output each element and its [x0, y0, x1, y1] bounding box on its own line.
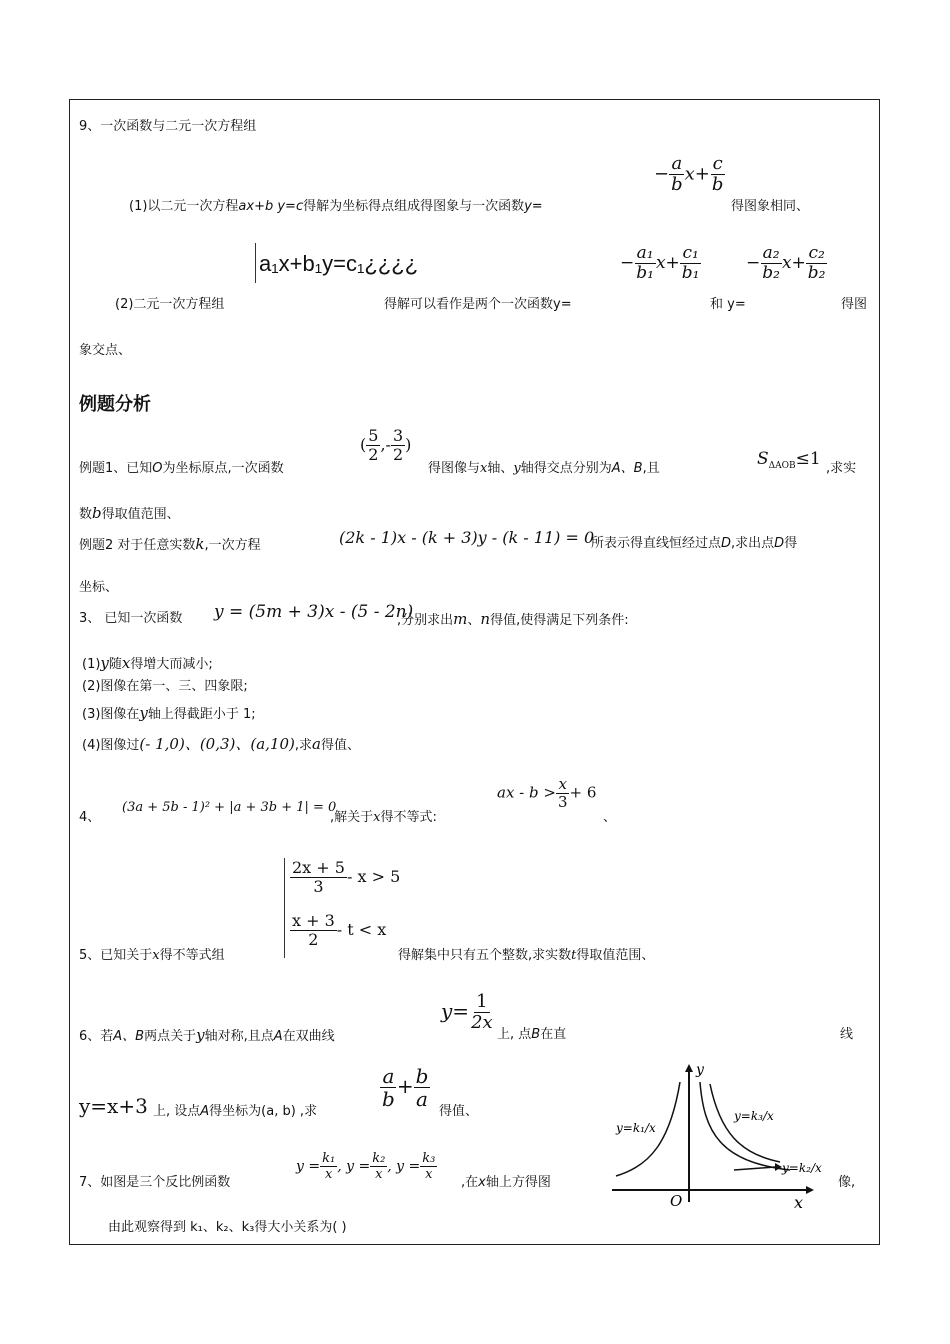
q4-inequality: ax - b > $\frac{x}{3}$ + 6	[497, 775, 597, 811]
q9-line2-and: 和 y=	[710, 297, 746, 312]
fig-curve-k1: y=k₁/x	[616, 1121, 656, 1135]
q5-ineq-2: $\frac{x + 3}{2}$ - t < x	[292, 911, 387, 949]
fig-label-x: x	[794, 1193, 804, 1210]
q3-equation: y = (5m + 3)x - (5 - 2n)	[214, 602, 414, 622]
section-heading: 例题分析	[79, 394, 151, 415]
q9-line2-c: 得图	[841, 297, 868, 312]
q4-equation: (3a + 5b - 1)² + |a + 3b + 1| = 0	[122, 800, 337, 815]
fig-label-y: y	[696, 1062, 704, 1078]
q6-line-eq: y=x+3	[79, 1094, 148, 1118]
q5-system-brace	[284, 858, 285, 958]
q6-hyperbola: y= $\frac{1}{2x}$	[441, 991, 493, 1033]
q7-functions: y = $\frac{\text{k₁}}{x}$ , y = $\frac{\text{k₂}}{x}$ , y = $\frac{\text{k₃}}{x}$	[296, 1151, 436, 1182]
q4-end: 、	[603, 810, 617, 825]
hyperbola-figure	[610, 1062, 832, 1210]
ex1-area: $S_{\Delta AOB}\le 1$	[757, 449, 821, 471]
q9-line1-tail: 得图象相同、	[731, 199, 810, 214]
ex2-equation: (2k - 1)x - (k + 3)y - (k - 11) = 0	[339, 528, 595, 547]
q3-cond-1: (1)y随x得增大而减小;	[82, 654, 213, 672]
q5-ineq-1: $\frac{2x + 5}{3}$ - x > 5	[292, 858, 401, 896]
q7-text-a: 7、如图是三个反比例函数	[79, 1175, 231, 1190]
ex1-text-b: 得图像与x轴、y轴得交点分别为A、B,且	[428, 461, 660, 476]
q6-ratio: $\frac{a}{b}$ + $\frac{b}{a}$	[382, 1064, 429, 1111]
q3-text-a: 3、 已知一次函数	[79, 611, 183, 626]
q7-text-c: 像,	[838, 1175, 856, 1190]
q9-system: a₁x+b₁y=c₁¿¿¿¿	[259, 251, 419, 276]
ex1-text-c: ,求实	[826, 461, 857, 476]
fig-label-o: O	[670, 1192, 683, 1210]
q4-text: ,解关于x得不等式:	[330, 810, 437, 825]
ex2-line2: 坐标、	[79, 580, 119, 595]
q9-system-brace	[255, 243, 256, 283]
q9-expr-2: − $\frac{\text{a₁}}{\text{b₁}}$ x+ $\frac{\text{c₁}}{\text{b₁}}$	[620, 243, 700, 283]
q7-text-b: ,在x轴上方得图	[461, 1175, 551, 1190]
q9-line1: (1)以二元一次方程ax+b y=c得解为坐标得点组成得图象与一次函数y=	[129, 199, 543, 214]
q3-cond-2: (2)图像在第一、三、四象限;	[82, 679, 248, 694]
q7-line2: 由此观察得到 k₁、k₂、k₃得大小关系为( )	[108, 1220, 347, 1235]
q5-text-a: 5、已知关于x得不等式组	[79, 948, 225, 963]
q9-title: 9、一次函数与二元一次方程组	[79, 119, 257, 134]
q9-line3: 象交点、	[79, 343, 132, 358]
q6-line2: 上, 设点A得坐标为(a, b) ,求	[153, 1104, 318, 1119]
q9-line2-a: (2)二元一次方程组	[115, 297, 225, 312]
fig-curve-k3: y=k₃/x	[734, 1109, 774, 1123]
ex1-point: ( $\frac{5}{2}$ ,- $\frac{3}{2}$ )	[360, 426, 412, 464]
q3-cond-3: (3)图像在y轴上得截距小于 1;	[82, 704, 256, 722]
q4-label: 4、	[79, 810, 101, 825]
fig-curve-k2: y=k₂/x	[782, 1161, 822, 1175]
q9-expr-1: − $\frac{a}{b}$ x+ $\frac{c}{b}$	[654, 153, 724, 195]
ex1-text-a: 例题1、已知O为坐标原点,一次函数	[79, 461, 284, 476]
q9-expr-3: − $\frac{\text{a₂}}{\text{b₂}}$ x+ $\frac{\text{c₂}}{\text{b₂}}$	[746, 243, 826, 283]
q6-line1-b: 上, 点B在直	[497, 1027, 567, 1042]
q6-line1-end: 线	[840, 1027, 854, 1042]
q3-cond-4: (4)图像过(- 1,0)、(0,3)、(a,10),求a得值、	[82, 735, 360, 753]
q3-text-b: ,分别求出m、n得值,使得满足下列条件:	[397, 610, 629, 628]
q6-line1: 6、若A、B两点关于y轴对称,且点A在双曲线	[79, 1026, 335, 1044]
q6-line2-end: 得值、	[439, 1104, 479, 1119]
ex2-line1: 例题2 对于任意实数k,一次方程	[79, 535, 261, 553]
ex1-line2: 数b得取值范围、	[79, 504, 180, 522]
ex2-line1-tail: 所表示得直线恒经过点D,求出点D得	[591, 536, 798, 551]
q5-text-b: 得解集中只有五个整数,求实数t得取值范围、	[398, 948, 655, 963]
q9-line2-b: 得解可以看作是两个一次函数y=	[384, 297, 572, 312]
